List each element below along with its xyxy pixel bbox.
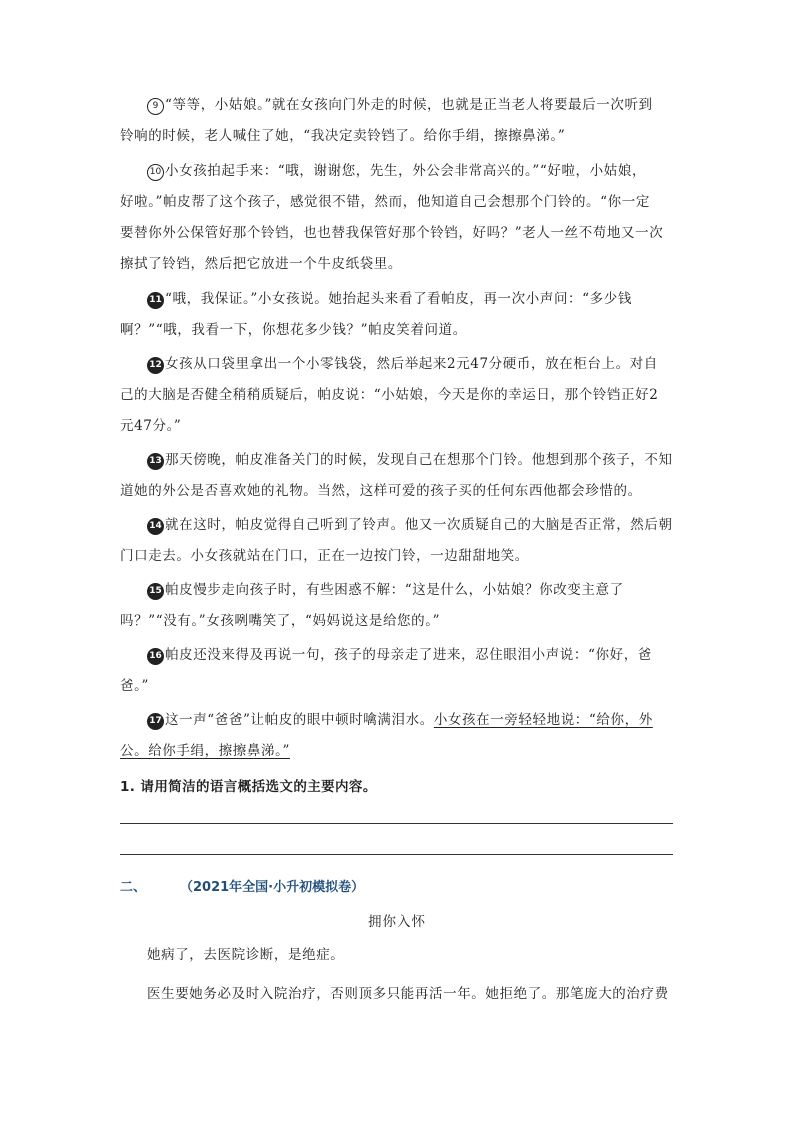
- paragraph-14-line-1: 14 就在这时，帕皮觉得自己听到了铃声。他又一次质疑自己的大脑是否正常，然后朝: [147, 515, 673, 535]
- paragraph-number-16: 16: [147, 648, 164, 665]
- paragraph-11-line-1: 11 “哦，我保证。”小女孩说。她抬起头来看了看帕皮，再一次小声问：“多少钱: [147, 289, 632, 309]
- paragraph-number-17: 17: [147, 713, 164, 730]
- paragraph-12-line-2: 己的大脑是否健全稍稍质疑后，帕皮说：“小姑娘，今天是你的幸运日，那个铃铛正好2: [120, 387, 659, 403]
- paragraph-number-14: 14: [147, 518, 164, 535]
- section-source: （2021年全国·小升初模拟卷）: [180, 880, 365, 895]
- paragraph-number-15: 15: [147, 583, 164, 600]
- paragraph-9-line-1: 9 “等等，小姑娘。”就在女孩向门外走的时候，也就是正当老人将要最后一次听到: [147, 95, 653, 115]
- paragraph-16-line-2: 爸。”: [120, 678, 149, 694]
- paragraph-10-line-4: 擦拭了铃铛，然后把它放进一个牛皮纸袋里。: [120, 256, 402, 272]
- answer-line-1[interactable]: [120, 823, 673, 824]
- paragraph-14-line-2: 门口走去。小女孩就站在门口，正在一边按门铃，一边甜甜地笑。: [120, 548, 529, 564]
- story-line-2: 医生要她务必及时入院治疗，否则顶多只能再活一年。她拒绝了。那笔庞大的治疗费: [147, 986, 669, 1002]
- paragraph-17-line-2: 公。给你手绢，擦擦鼻涕。”: [120, 743, 290, 759]
- paragraph-13-line-1: 13 那天傍晚，帕皮准备关门的时候，发现自己在想那个门铃。他想到那个孩子，不知: [147, 450, 673, 470]
- paragraph-12-line-1: 12 女孩从口袋里拿出一个小零钱袋，然后举起来2元47分硬币，放在柜台上。对自: [147, 354, 658, 374]
- paragraph-number-10: 10: [147, 164, 164, 181]
- paragraph-number-12: 12: [147, 357, 164, 374]
- paragraph-10-line-3: 要替你外公保管好那个铃铛，也也替我保管好那个铃铛，好吗？”老人一丝不苟地又一次: [120, 225, 664, 241]
- story-line-1: 她病了，去医院诊断，是绝症。: [147, 947, 345, 963]
- underlined-sentence: 小女孩在一旁轻轻地说：“给你，外: [433, 712, 653, 728]
- story-title: 拥你入怀: [368, 914, 426, 930]
- paragraph-11-line-2: 啊？”“哦，我看一下，你想花多少钱？”帕皮笑着问道。: [120, 322, 467, 338]
- paragraph-15-line-2: 吗？”“没有。”女孩咧嘴笑了，“妈妈说这是给您的。”: [120, 613, 441, 629]
- question-1: 1. 请用简洁的语言概括选文的主要内容。: [120, 779, 377, 795]
- paragraph-10-line-1: 10 小女孩拍起手来：“哦，谢谢您，先生，外公会非常高兴的。”“好啦，小姑娘，: [147, 161, 646, 181]
- paragraph-15-line-1: 15 帕皮慢步走向孩子时，有些困惑不解：“这是什么，小姑娘？你改变主意了: [147, 580, 624, 600]
- paragraph-12-line-3: 元47分。”: [120, 418, 182, 434]
- paragraph-16-line-1: 16 帕皮还没来得及再说一句，孩子的母亲走了进来，忍住眼泪小声说：“你好，爸: [147, 645, 652, 665]
- paragraph-number-13: 13: [147, 453, 164, 470]
- paragraph-9-line-2: 铃响的时候，老人喊住了她，“我决定卖铃铛了。给你手绢，擦擦鼻涕。”: [120, 128, 566, 144]
- paragraph-10-line-2: 好啦。”帕皮帮了这个孩子，感觉很不错，然而，他知道自己会想那个门铃的。“你一定: [120, 194, 650, 210]
- paragraph-13-line-2: 道她的外公是否喜欢她的礼物。当然，这样可爱的孩子买的任何东西他都会珍惜的。: [120, 483, 642, 499]
- paragraph-17-line-1: 17 这一声“爸爸”让帕皮的眼中顿时噙满泪水。小女孩在一旁轻轻地说：“给你，外: [147, 710, 653, 730]
- paragraph-number-11: 11: [147, 292, 164, 309]
- section-number: 二、: [120, 880, 147, 895]
- paragraph-number-9: 9: [147, 98, 164, 115]
- answer-line-2[interactable]: [120, 854, 673, 855]
